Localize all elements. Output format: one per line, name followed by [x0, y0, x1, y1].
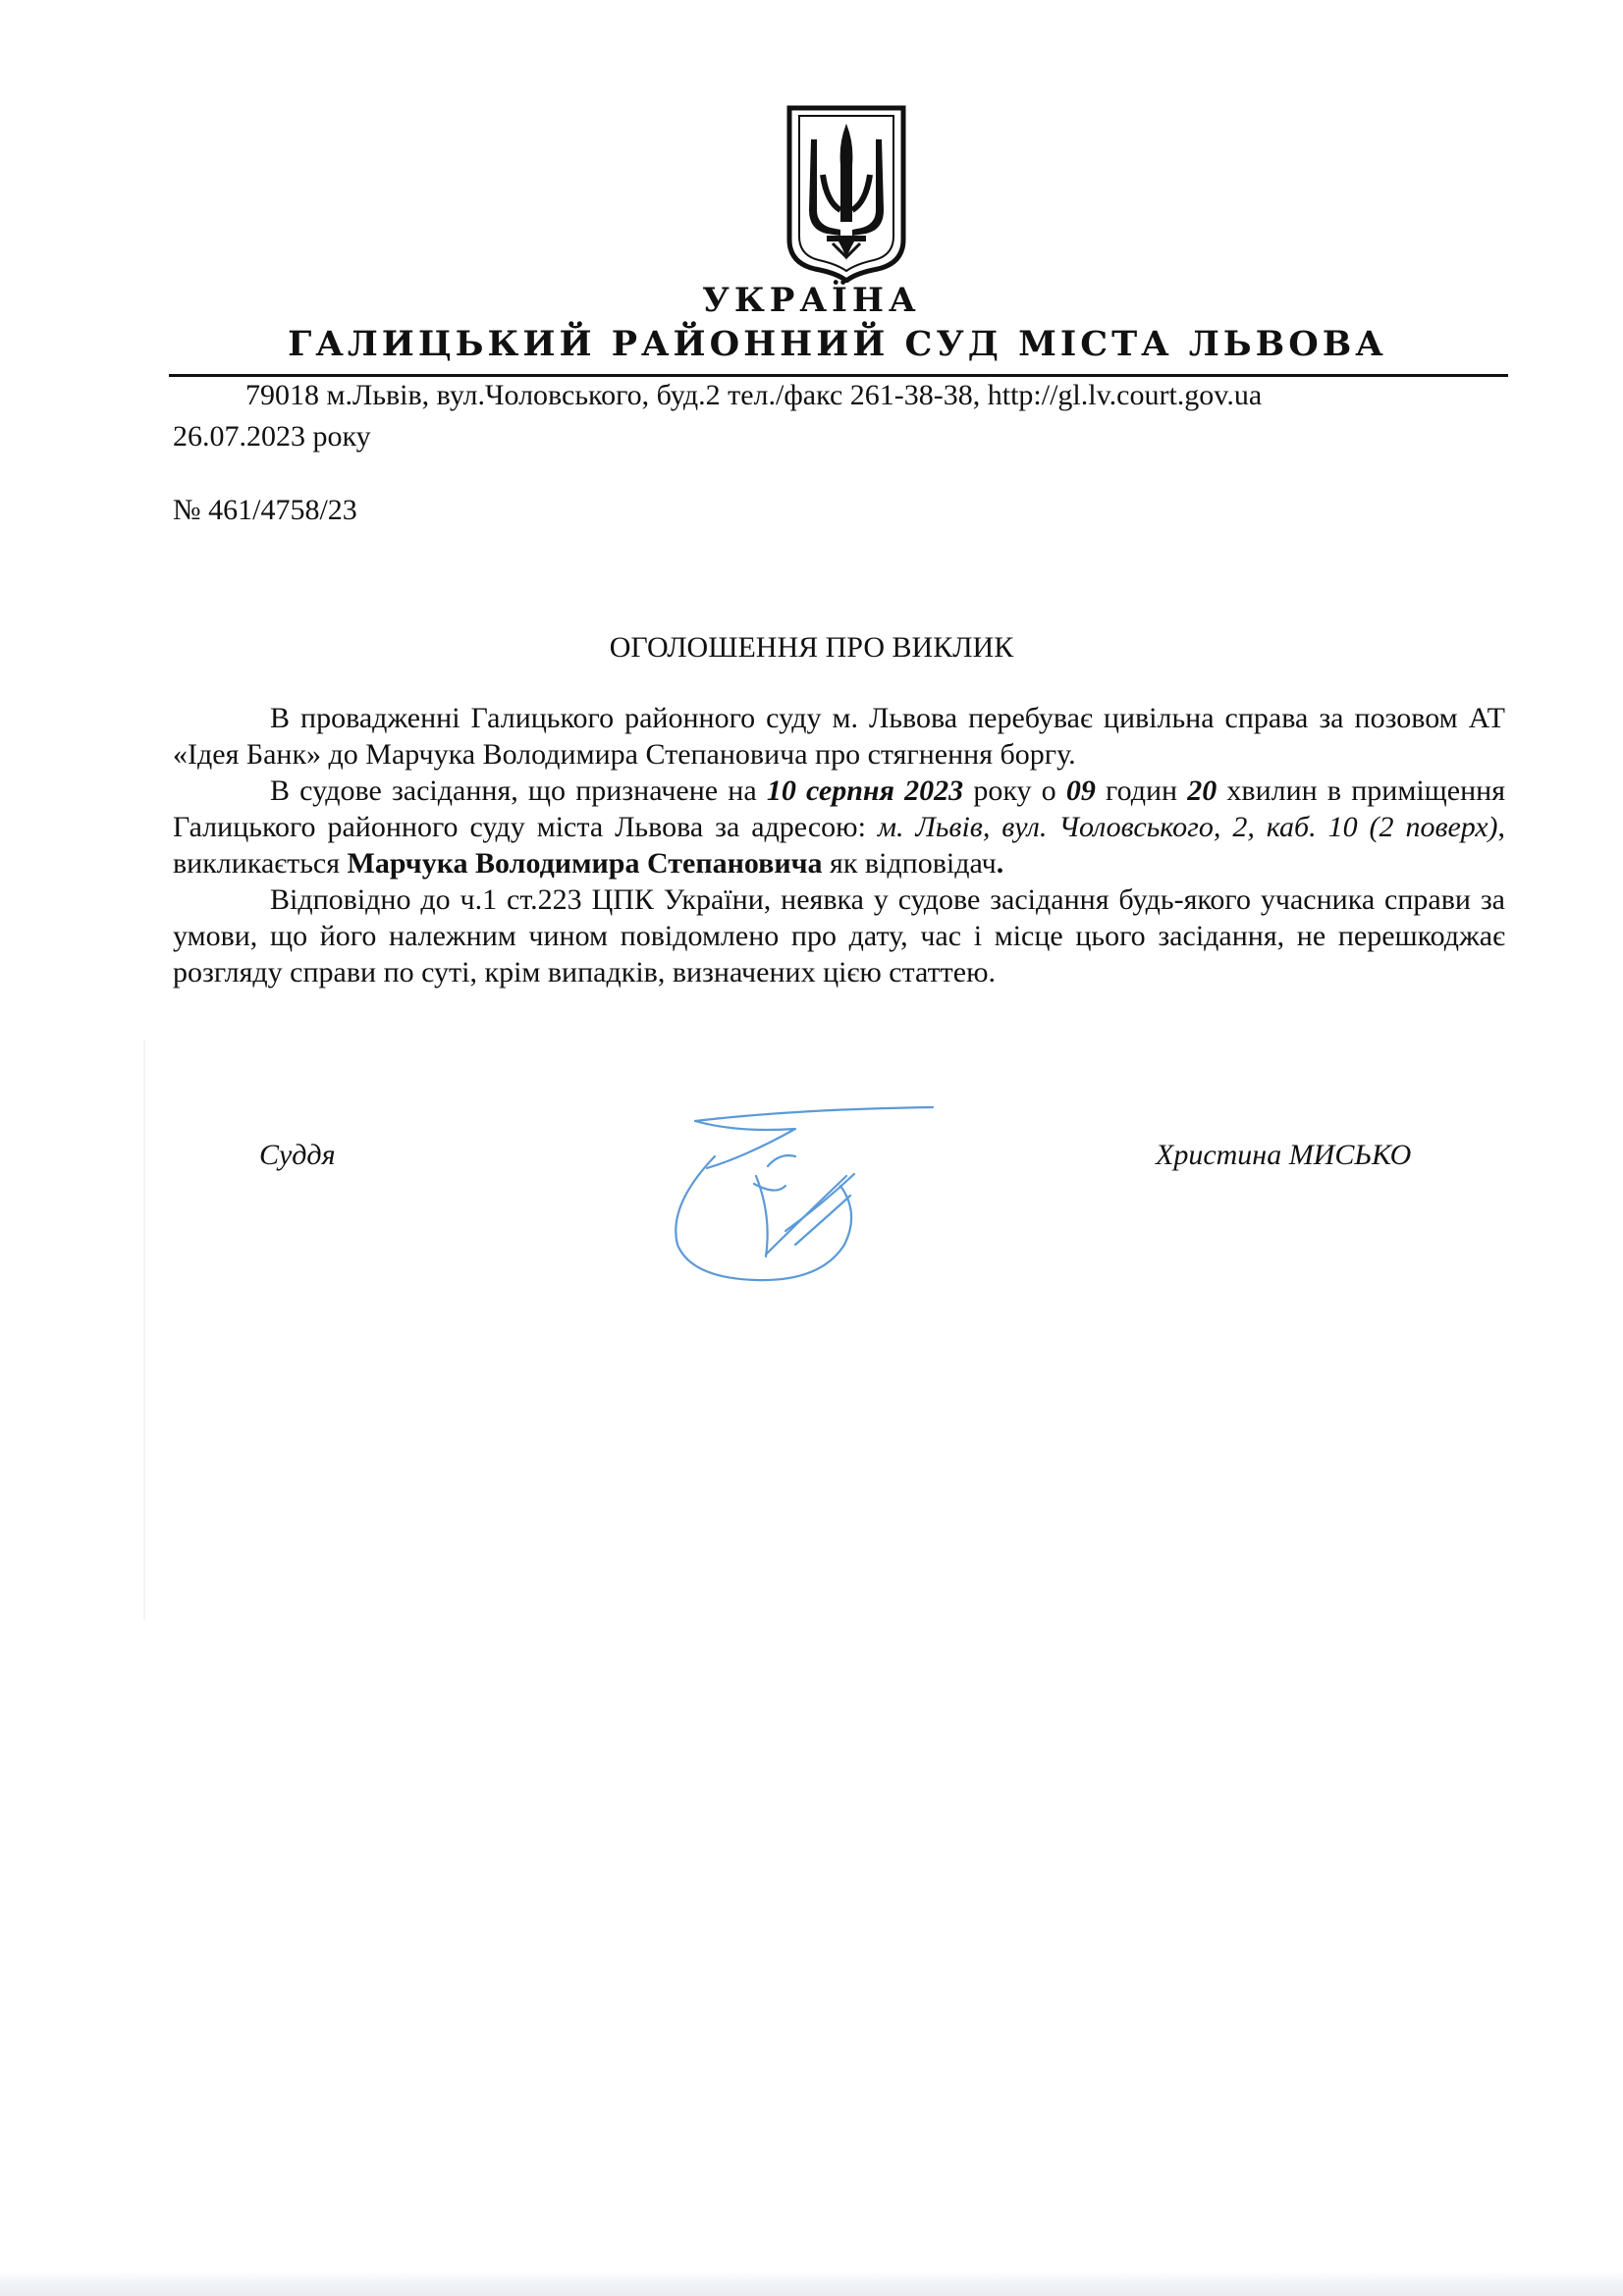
- paragraph-legal-basis: Відповідно до ч.1 ст.223 ЦПК України, неявка у судове засідання будь-якого учасника справи за умови, що його належним чином повідомлено про дату, час і місце цього засідання, не перешкоджає розгляду справи по суті, крім випадків, визначених цією статтею.: [173, 883, 1505, 988]
- paragraph-hearing: [173, 773, 1505, 881]
- hearing-text-end: .: [996, 847, 1004, 880]
- hearing-text-5: , викликається: [173, 811, 1506, 880]
- hearing-text-2: року о: [963, 774, 1066, 807]
- case-number: № 461/4758/23: [173, 494, 357, 526]
- hearing-venue: м. Львів, вул. Чоловського, 2, каб. 10 (2 поверх): [877, 811, 1498, 843]
- document-title: ОГОЛОШЕННЯ ПРО ВИКЛИК: [609, 631, 1014, 664]
- document-date: 26.07.2023 року: [173, 420, 371, 453]
- judge-name: Христина МИСЬКО: [1156, 1139, 1412, 1171]
- hearing-hour: 09: [1065, 774, 1096, 807]
- hearing-text-1: В судове засідання, що призначене на: [270, 774, 767, 807]
- judge-role-label: Суддя: [259, 1139, 336, 1171]
- scan-artifact-line: [143, 1041, 145, 1620]
- court-address-line: 79018 м.Львів, вул.Чоловського, буд.2 тел./факс 261-38-38, http://gl.lv.court.gov.ua: [245, 379, 1263, 411]
- notice-body: [173, 700, 1505, 990]
- hearing-text-6: як відповідач: [822, 847, 997, 880]
- scan-bottom-edge: [0, 2270, 1623, 2296]
- hearing-date: 10 серпня 2023: [766, 774, 964, 807]
- handwritten-signature: [648, 1097, 943, 1294]
- hearing-minute: 20: [1187, 774, 1217, 807]
- hearing-text-3: годин: [1095, 774, 1188, 807]
- paragraph-case-info: В провадженні Галицького районного суду м. Львова перебуває цивільна справа за позовом АТ «Ідея Банк» до Марчука Володимира Степановича про стягнення боргу.: [173, 702, 1505, 771]
- country-heading: УКРАЇНА: [702, 281, 921, 320]
- hearing-text-4: хвилин в приміщення Галицького районного суду міста Львова за адресою:: [173, 774, 1505, 843]
- trident-coat-of-arms-icon: [784, 104, 909, 283]
- header-divider: [169, 374, 1508, 377]
- court-name-heading: ГАЛИЦЬКИЙ РАЙОННИЙ СУД МІСТА ЛЬВОВА: [288, 324, 1387, 364]
- defendant-name: Марчука Володимира Степановича: [347, 847, 823, 880]
